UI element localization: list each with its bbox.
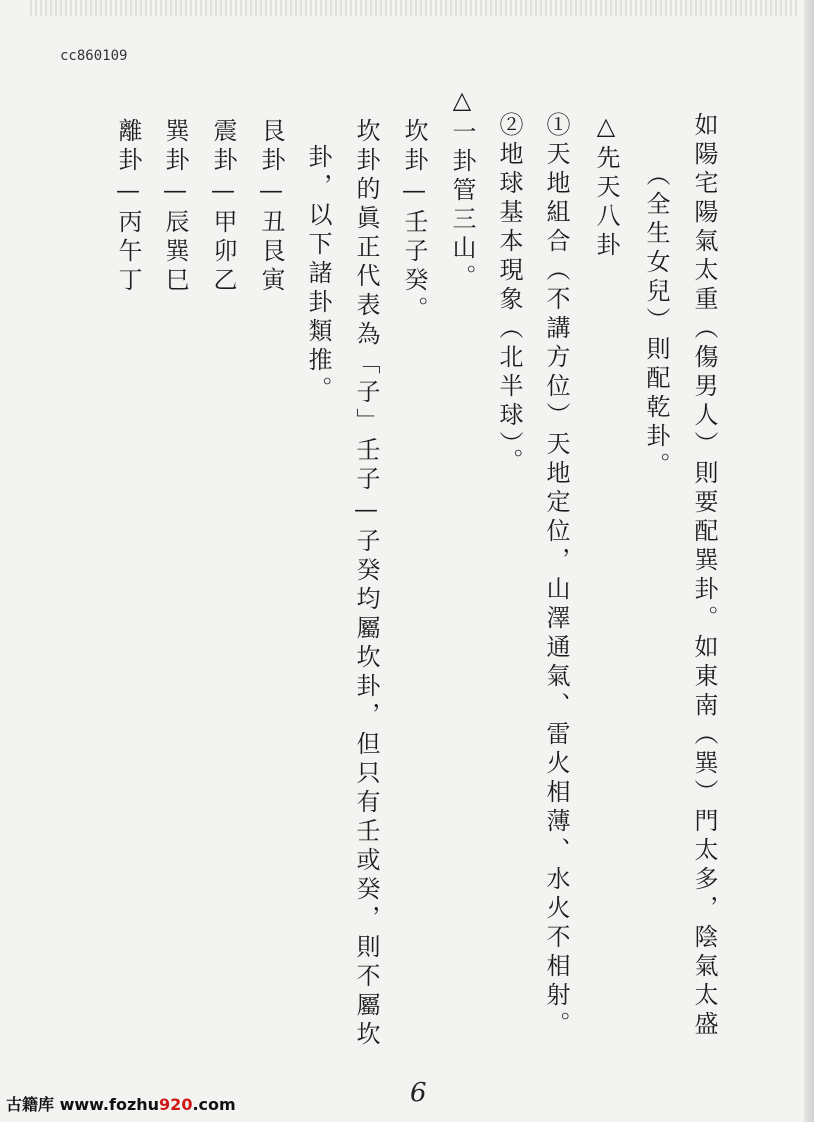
scan-top-strip <box>30 0 800 16</box>
document-id: cc860109 <box>60 48 128 64</box>
scan-right-edge <box>804 0 814 1122</box>
text-column-4: ①天地組合（不講方位）天地定位，山澤通氣、雷火相薄、水火不相射。 <box>542 112 570 1040</box>
watermark-url-prefix: www.fozhu <box>59 1095 160 1114</box>
text-column-9: 卦，以下諸卦類推。 <box>304 144 332 405</box>
text-column-7: 坎卦—壬子癸。 <box>400 118 428 325</box>
text-column-10: 艮卦—丑艮寅 <box>257 118 285 296</box>
text-column-8: 坎卦的眞正代表為「子」壬子—子癸均屬坎卦，但只有壬或癸，則不屬坎 <box>352 118 380 1050</box>
watermark-site-name: 古籍库 <box>6 1095 55 1114</box>
text-column-13: 離卦—丙午丁 <box>114 118 142 296</box>
site-watermark <box>6 1092 236 1115</box>
watermark-url-number: 920 <box>159 1095 193 1114</box>
text-column-1: 如陽宅陽氣太重（傷男人）則要配巽卦。如東南（巽）門太多，陰氣太盛 <box>690 112 718 1040</box>
watermark-url <box>60 1095 236 1114</box>
text-column-3: △先天八卦 <box>592 112 620 261</box>
text-column-5: ②地球基本現象（北半球）。 <box>495 112 523 477</box>
text-column-11: 震卦—甲卯乙 <box>209 118 237 296</box>
text-column-2: （全生女兒）則配乾卦。 <box>642 162 670 481</box>
watermark-url-suffix: .com <box>192 1095 236 1114</box>
text-column-12: 巽卦—辰巽巳 <box>161 118 189 296</box>
page-number: 6 <box>410 1078 427 1108</box>
text-column-6: △一卦管三山。 <box>448 86 476 293</box>
